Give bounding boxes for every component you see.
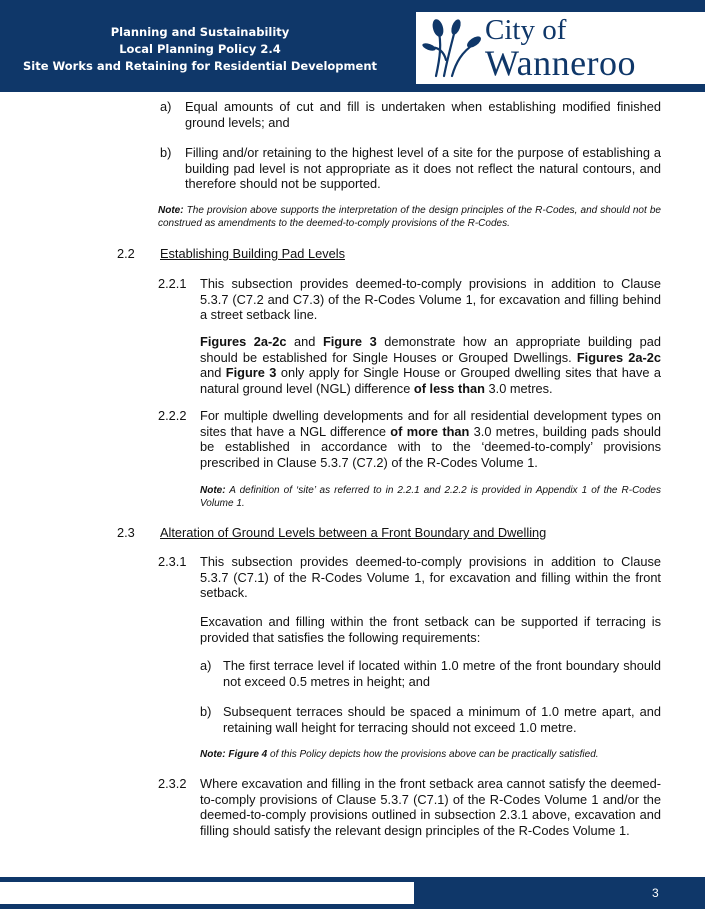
note-text: The provision above supports the interpretation of the design principles of the R-Codes, and should not be construed as amendments to the deemed-to-comply provisions of the R-Codes.: [158, 205, 661, 229]
list-item-text: The first terrace level if located within 1.0 metre of the front boundary should not exceed 0.5 metres in height; and: [223, 658, 661, 689]
section-title: Alteration of Ground Levels between a Front Boundary and Dwelling: [160, 525, 547, 540]
clause: [158, 776, 661, 838]
figure-ref: Figure 4: [228, 749, 268, 760]
note: [158, 204, 661, 230]
note-lead: Note:: [200, 749, 226, 760]
note: [200, 484, 661, 510]
list-item-label: b): [200, 704, 212, 719]
note-lead: Note:: [200, 485, 226, 496]
clause-text: For multiple dwelling developments and for all residential development types on sites that have a NGL difference: [200, 408, 661, 439]
paragraph-text: 3.0 metres.: [484, 380, 553, 396]
clause-number: 2.2.1: [158, 276, 187, 291]
clause-number: 2.3.2: [158, 776, 187, 791]
clause-text: 3.0 metres, building pads should be established in accordance with to the ‘deemed-to-comply’ provisions prescribed in Clause 5.3.7 (C7.2) of the R-Codes Volume 1.: [200, 423, 662, 470]
list-item: [200, 658, 661, 689]
clause-text: This subsection provides deemed-to-comply provisions in addition to Clause 5.3.7 (C7.2 and C7.3) of the R-Codes Volume 1, for excavation and filling behind a street setback line.: [200, 276, 661, 322]
clause-text: Where excavation and filling in the front setback area cannot satisfy the deemed-to-comply provisions of Clause 5.3.7 (C7.1) of the R-Codes Volume 1 and/or the deemed-to-comply provisions outlined in subsection 2.3.1 above, excavation and filling should satisfy the relevant design principles of the R-Codes Volume 1.: [200, 776, 661, 838]
paragraph-text: demonstrate how an appropriate building pad should be established for Single Houses or Grouped Dwellings.: [200, 334, 661, 365]
list-item-text: Filling and/or retaining to the highest level of a site for the purpose of establishing a building pad level is not appropriate as it does not reflect the natural contours, and therefore should not be supported.: [185, 145, 661, 191]
note: [200, 748, 661, 761]
clause-paragraph: [200, 334, 661, 396]
emphasis: of more than: [390, 423, 470, 439]
paragraph-text: and: [286, 334, 323, 349]
section-number: 2.3: [117, 525, 135, 540]
paragraph-text: and: [200, 365, 226, 380]
figure-ref: Figure 3: [225, 365, 277, 380]
list-item: [160, 145, 661, 192]
clause-number: 2.3.1: [158, 554, 187, 569]
section-number: 2.2: [117, 246, 135, 261]
figure-ref: Figure 3: [322, 334, 377, 349]
list-item-text: Equal amounts of cut and fill is undertaken when establishing modified finished ground levels; and: [185, 99, 661, 130]
list-item: [160, 99, 661, 130]
note-lead: Note:: [158, 205, 184, 216]
paragraph-text: only apply for Single House or Grouped dwelling sites that have a natural ground level (NGL) difference: [200, 365, 662, 396]
section-title: Establishing Building Pad Levels: [160, 246, 345, 261]
footer-panel: [0, 882, 414, 904]
page-number: 3: [652, 886, 659, 900]
note-text: of this Policy depicts how the provisions above can be practically satisfied.: [267, 749, 599, 760]
header-policy-title: Site Works and Retaining for Residential Development: [22, 59, 378, 73]
logo-city-text: City of: [485, 14, 567, 46]
list-item: [200, 704, 661, 735]
clause-number: 2.2.2: [158, 408, 187, 423]
figure-ref: Figures 2a-2c: [200, 334, 287, 349]
header-department: Planning and Sustainability: [110, 25, 290, 39]
clause-paragraph: Excavation and filling within the front setback can be supported if terracing is provided that satisfies the following requirements:: [200, 614, 661, 645]
logo-wanneroo-text: Wanneroo: [485, 43, 637, 83]
clause: [158, 408, 661, 470]
clause-text: This subsection provides deemed-to-comply provisions in addition to Clause 5.3.7 (C7.1) of the R-Codes Volume 1, for excavation and filling within the front setback.: [200, 554, 661, 600]
list-item-text: Subsequent terraces should be spaced a minimum of 1.0 metre apart, and retaining wall height for terracing should not exceed 1.0 metre.: [223, 704, 661, 735]
note-text: A definition of ‘site’ as referred to in 2.2.1 and 2.2.2 is provided in Appendix 1 of the R-Codes Volume 1.: [200, 485, 661, 509]
clause: [158, 276, 661, 323]
clause: [158, 554, 661, 601]
list-item-label: a): [160, 99, 172, 114]
list-item-label: a): [200, 658, 212, 673]
figure-ref: Figures 2a-2c: [576, 349, 661, 365]
list-item-label: b): [160, 145, 172, 160]
emphasis: of less than: [413, 380, 485, 396]
header-policy-number: Local Planning Policy 2.4: [119, 42, 281, 56]
